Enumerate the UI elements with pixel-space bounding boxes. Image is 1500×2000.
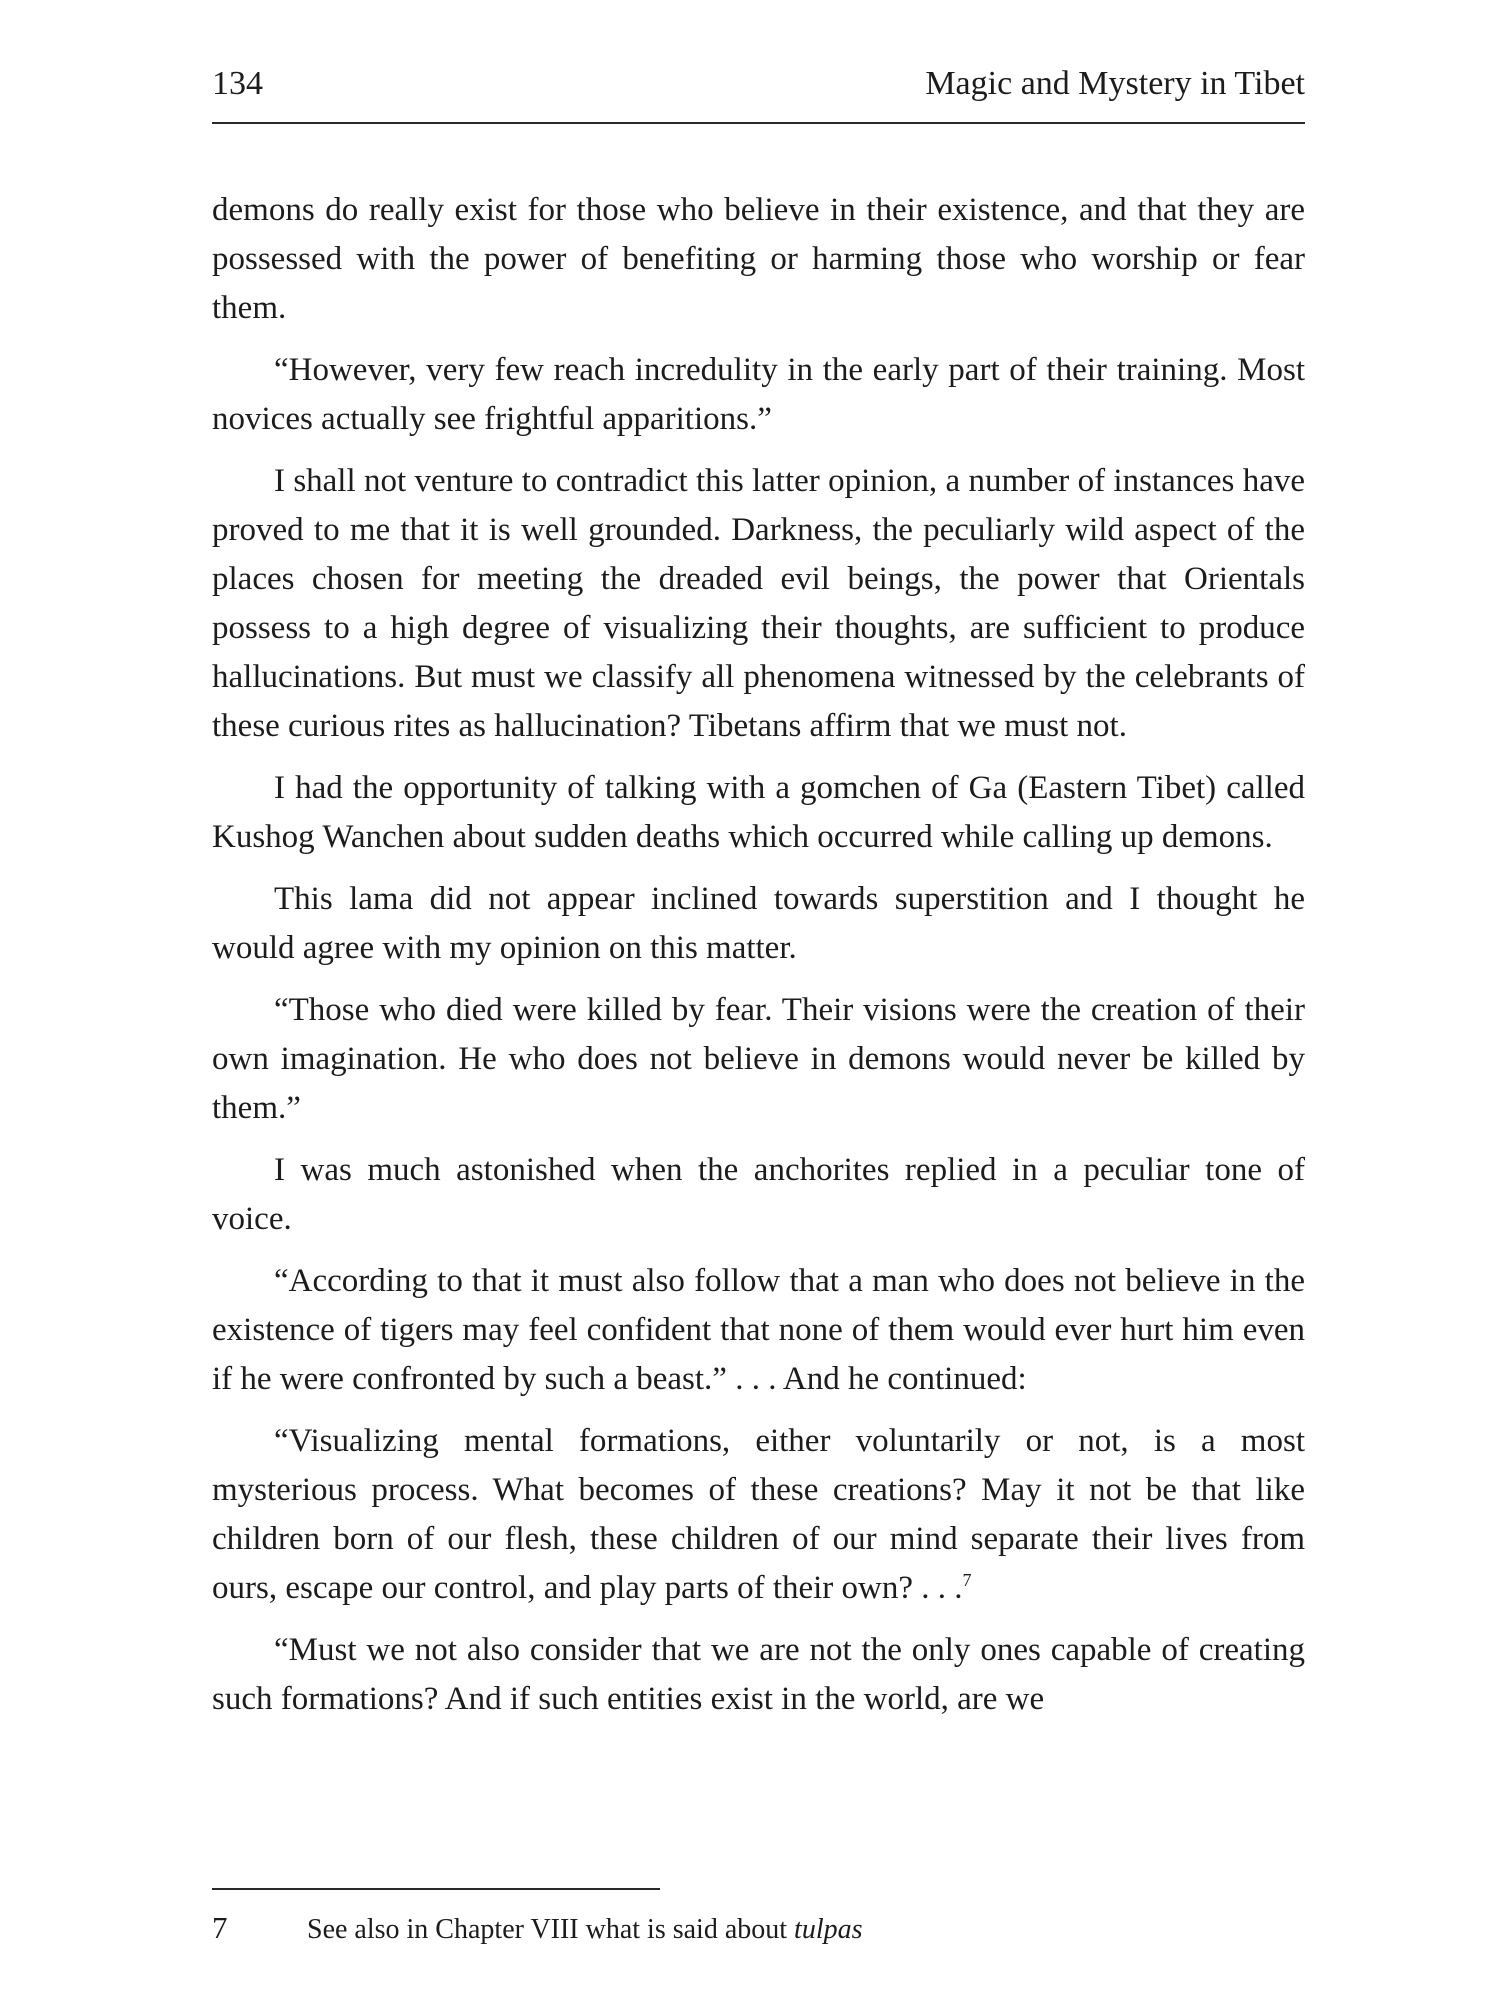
header-rule xyxy=(212,122,1305,124)
paragraph: I had the opportunity of talking with a gomchen of Ga (Eastern Tibet) called Kushog Wanchen about sudden deaths which occurred while calling up demons. xyxy=(212,770,1305,855)
footnote-term: tulpas xyxy=(794,1914,863,1945)
footnote-rule xyxy=(212,1888,660,1890)
paragraph: I was much astonished when the anchorites replied in a peculiar tone of voice. xyxy=(212,1152,1305,1237)
paragraph-with-footnote xyxy=(212,1417,1305,1613)
book-title: Magic and Mystery in Tibet xyxy=(925,65,1305,102)
paragraph: “According to that it must also follow that a man who does not believe in the existence of tigers may feel confident that none of them would ever hurt him even if he were confronted by such a beast.” . . . And he continued: xyxy=(212,1263,1305,1397)
paragraph: This lama did not appear inclined towards superstition and I thought he would agree with my opinion on this matter. xyxy=(212,881,1305,966)
book-page xyxy=(212,0,1305,2000)
footnote xyxy=(212,1908,1305,1950)
paragraph: “Must we not also consider that we are not the only ones capable of creating such formations? And if such entities exist in the world, are we xyxy=(212,1632,1305,1717)
footnote-number: 7 xyxy=(212,1910,228,1945)
page-number: 134 xyxy=(212,65,263,102)
body-text xyxy=(212,186,1305,1737)
paragraph: “However, very few reach incredulity in the early part of their training. Most novices actually see frightful apparitions.” xyxy=(212,352,1305,437)
footnote-text: See also in Chapter VIII what is said about xyxy=(307,1914,788,1945)
running-head xyxy=(212,58,1305,110)
footnote-marker: 7 xyxy=(962,1570,972,1590)
paragraph: demons do really exist for those who believe in their existence, and that they are possessed with the power of benefiting or harming those who worship or fear them. xyxy=(212,192,1305,326)
paragraph: “Those who died were killed by fear. Their visions were the creation of their own imagination. He who does not believe in demons would never be killed by them.” xyxy=(212,992,1305,1126)
paragraph: I shall not venture to contradict this latter opinion, a number of instances have proved to me that it is well grounded. Darkness, the peculiarly wild aspect of the places chosen for meeting the dreaded evil beings, the power that Orientals possess to a high degree of visualizing their thoughts, are sufficient to produce hallucinations. But must we classify all phenomena witnessed by the celebrants of these curious rites as hallucination? Tibetans affirm that we must not. xyxy=(212,463,1305,744)
paragraph-text: “Visualizing mental formations, either voluntarily or not, is a most mysterious process. What becomes of these creations? May it not be that like children born of our flesh, these children of our mind separate their lives from ours, escape our control, and play parts of their own? . . . xyxy=(212,1423,1305,1606)
